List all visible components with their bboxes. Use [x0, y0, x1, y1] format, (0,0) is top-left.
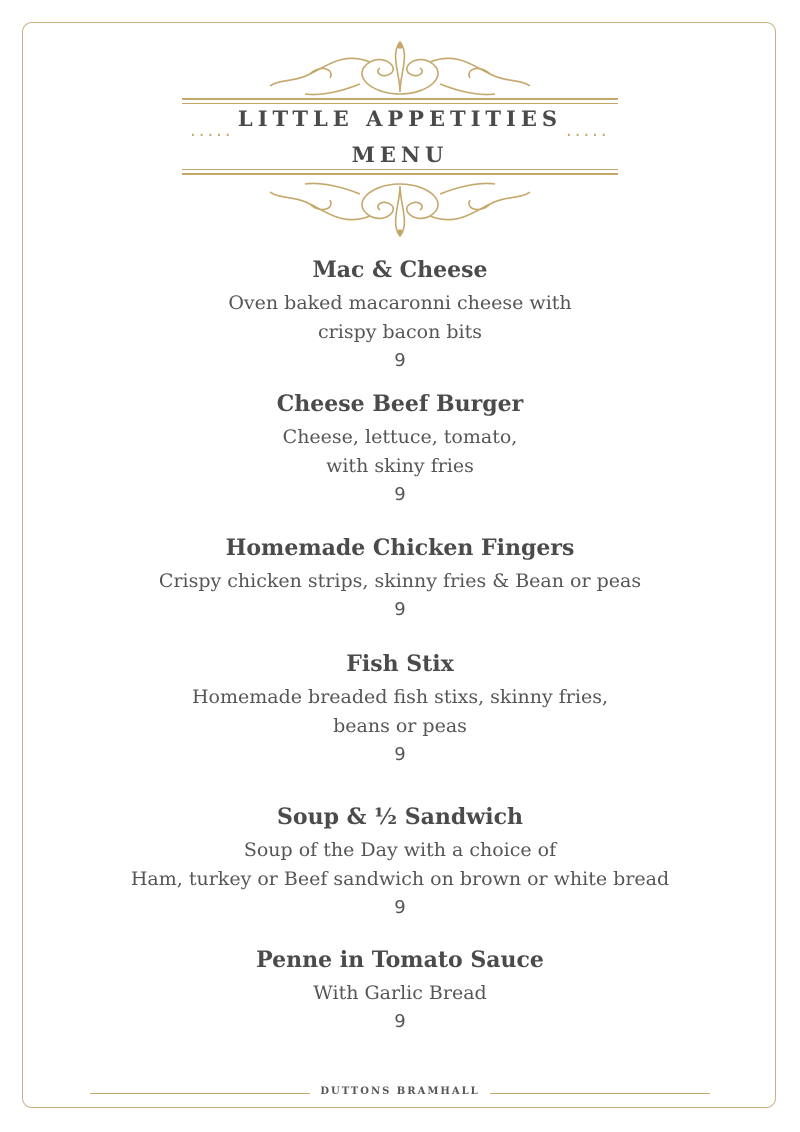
item-description: Soup of the Day with a choice of	[243, 839, 557, 861]
item-description: Homemade breaded fish stixs, skinny fries,	[191, 686, 608, 708]
item-name: Mac & Cheese	[312, 257, 488, 283]
item-name: Fish Stix	[346, 651, 454, 677]
header-rule-top	[182, 98, 618, 100]
item-description: beans or peas	[333, 715, 467, 737]
item-description: crispy bacon bits	[318, 321, 482, 343]
item-name: Soup & ½ Sandwich	[277, 804, 523, 830]
left-dots: .....	[190, 120, 234, 141]
item-description: with skiny fries	[326, 455, 474, 477]
menu-item	[0, 255, 800, 375]
item-description: Ham, turkey or Beef sandwich on brown or white bread	[130, 868, 670, 890]
menu-subtitle: MENU	[351, 142, 449, 167]
menu-item	[0, 649, 800, 769]
item-price: 9	[394, 897, 406, 918]
item-name: Penne in Tomato Sauce	[256, 947, 544, 973]
header-rule-bottom-thin	[182, 169, 618, 170]
item-price: 9	[394, 1011, 406, 1032]
item-description: Crispy chicken strips, skinny fries & Bean or peas	[158, 570, 642, 592]
item-price: 9	[394, 484, 406, 505]
header-rule-top-thin	[182, 103, 618, 104]
item-name: Cheese Beef Burger	[276, 391, 524, 417]
item-price: 9	[394, 744, 406, 765]
menu-item	[0, 802, 800, 922]
item-description: With Garlic Bread	[313, 982, 487, 1004]
menu-item	[0, 389, 800, 509]
item-description: Cheese, lettuce, tomato,	[282, 426, 518, 448]
item-price: 9	[394, 599, 406, 620]
menu-item	[0, 533, 800, 624]
right-dots: .....	[566, 120, 610, 141]
item-name: Homemade Chicken Fingers	[225, 535, 575, 561]
item-price: 9	[394, 350, 406, 371]
top-flourish-ornament	[250, 34, 550, 104]
bottom-flourish-ornament	[250, 174, 550, 244]
footer-restaurant-name: DUTTONS BRAMHALL	[320, 1086, 480, 1097]
menu-title: LITTLE APPETITIES	[237, 106, 563, 131]
menu-item	[0, 945, 800, 1036]
item-description: Oven baked macaronni cheese with	[228, 292, 572, 314]
